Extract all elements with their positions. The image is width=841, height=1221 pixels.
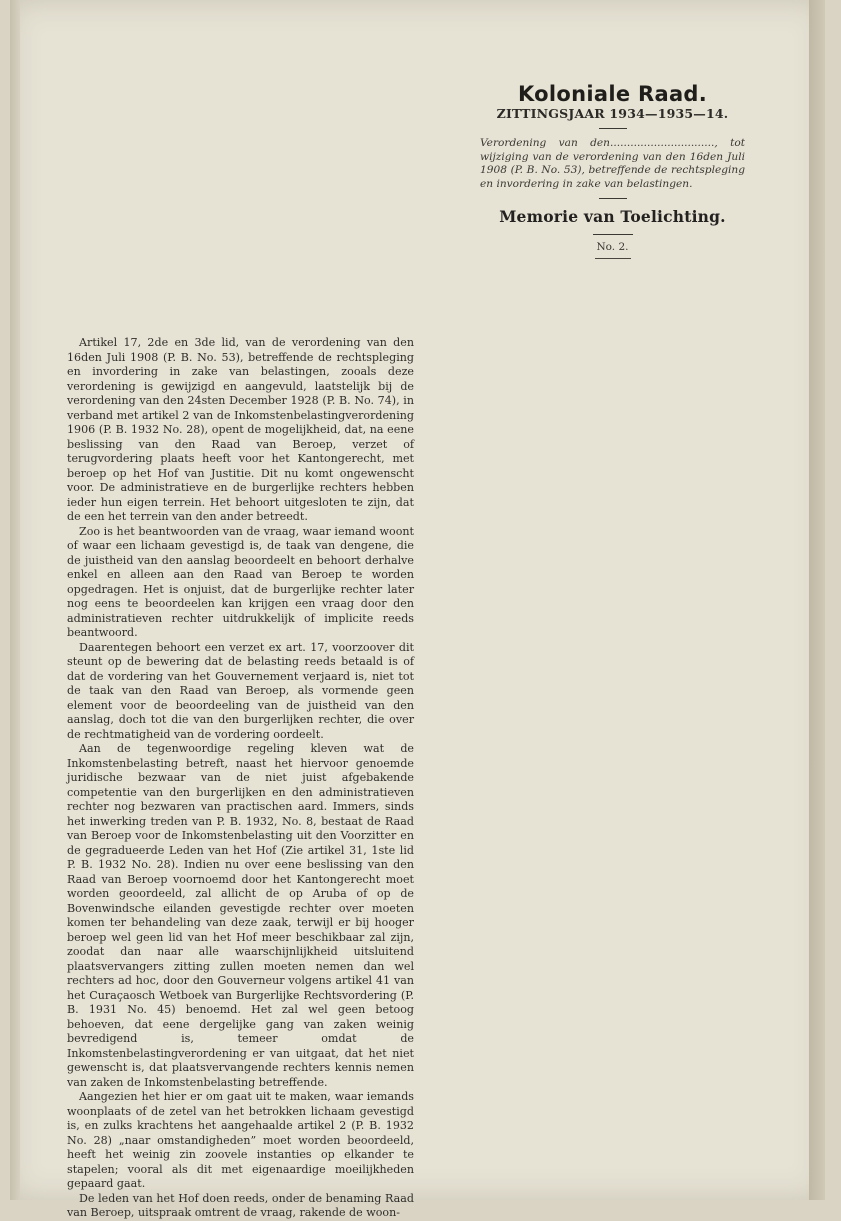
document-header [480, 82, 745, 259]
body-text [67, 336, 414, 1221]
header-divider [599, 128, 627, 129]
council-title: Koloniale Raad. [517, 82, 708, 106]
paragraph: Aan de tegenwoordige regeling kleven wat de Inkomstenbelasting betreft, naast het hiervoor genoemde juridische bezwaar van de niet juist afgebakende competentie van den burgerlijken en den administratieven rechter nog bezwaren van practischen aard. Immers, sinds het inwerking treden van P. B. 1932, No. 8, bestaat de Raad van Beroep voor de Inkomstenbelasting uit den Voorzitter en de gegradueerde Leden van het Hof (Zie artikel 31, 1ste lid P. B. 1932 No. 28). Indien nu over eene beslissing van den Raad van Beroep voornoemd door het Kantongerecht moet worden geoordeeld, zal allicht de op Aruba of op de Bovenwindsche eilanden gevestigde rechter over moeten komen ter behandeling van deze zaak, terwijl er bij hooger beroep wel geen lid van het Hof meer beschikbaar zal zijn, zoodat dan naar alle waarschijnlijkheid uitsluitend plaatsvervangers zitting zullen moeten nemen dan wel rechters ad hoc, door den Gouverneur volgens artikel 41 van het Curaçaosch Wetboek van Burgerlijke Rechtsvordering (P. B. 1931 No. 45) benoemd. Het zal wel geen betoog behoeven, dat eene dergelijke gang van zaken weinig bevredigend is, temeer omdat de Inkomstenbelastingverordening er van uitgaat, dat het niet gewenscht is, dat plaatsvervangende rechters kennis nemen van zaken de Inkomstenbelasting betreffende. [67, 742, 414, 1089]
number-underline [595, 258, 631, 259]
document-number: No. 2. [596, 241, 629, 254]
paragraph: Daarentegen behoort een verzet ex art. 17, voorzoover dit steunt op de bewering dat de belasting reeds betaald is of dat de vordering van het Gouvernement verjaard is, niet tot de taak van den Raad van Beroep, als vormende geen element voor de beoordeeling van de juistheid van den aanslag, doch tot die van den burgerlijken rechter, die over de rechtmatigheid van de vordering oordeelt. [67, 640, 414, 741]
document-page [10, 0, 825, 1219]
title-divider [593, 234, 633, 235]
session-year: ZITTINGSJAAR 1934—1935—14. [496, 106, 729, 121]
paragraph: Aangezien het hier er om gaat uit te maken, waar iemands woonplaats of de zetel van het betrokken lichaam gevestigd is, en zulks krachtens het aangehaalde artikel 2 (P. B. 1932 No. 28) „naar omstandigheden” moet worden beoordeeld, heeft het weinig zin zoovele instanties op elkander te stapelen; vooral als dit met eigenaardige moeilijkheden gepaard gaat. [67, 1090, 414, 1190]
paragraph: Zoo is het beantwoorden van de vraag, waar iemand woont of waar een lichaam gevestigd is, de taak van dengene, die de juistheid van den aanslag beoordeelt en behoort derhalve enkel en alleen aan den Raad van Beroep te worden opgedragen. Het is onjuist, dat de burgerlijke rechter later nog eens te beoordeelen kan krijgen een vraag door den administratieven rechter uitdrukkelijk of implicite reeds beantwoord. [67, 524, 414, 639]
ordinance-divider [599, 198, 627, 199]
ordinance-description: Verordening van den..............................., tot wijziging van de verordening van den 16den Juli 1908 (P. B. No. 53), betreffende de rechtspleging en invordering in zake van belastingen. [480, 137, 745, 190]
document-title: Memorie van Toelichting. [499, 207, 726, 227]
page-right-edge [809, 0, 825, 1200]
page-left-edge [10, 0, 20, 1200]
paragraph: De leden van het Hof doen reeds, onder de benaming Raad van Beroep, uitspraak omtrent de vraag, rakende de woon- [67, 1191, 414, 1219]
paragraph: Artikel 17, 2de en 3de lid, van de verordening van den 16den Juli 1908 (P. B. No. 53), betreffende de rechtspleging en invordering in zake van belastingen, zooals deze verordening is gewijzigd en aangevuld, laatstelijk bij de verordening van den 24sten December 1928 (P. B. No. 74), in verband met artikel 2 van de Inkomstenbelastingverordening 1906 (P. B. 1932 No. 28), opent de mogelijkheid, dat, na eene beslissing van den Raad van Beroep, verzet of terugvordering plaats heeft voor het Kantongerecht, met beroep op het Hof van Justitie. Dit nu komt ongewenscht voor. De administratieve en de burgerlijke rechters hebben ieder hun eigen terrein. Het behoort uitgesloten te zijn, dat de een het terrein van den ander betreedt. [67, 336, 414, 523]
